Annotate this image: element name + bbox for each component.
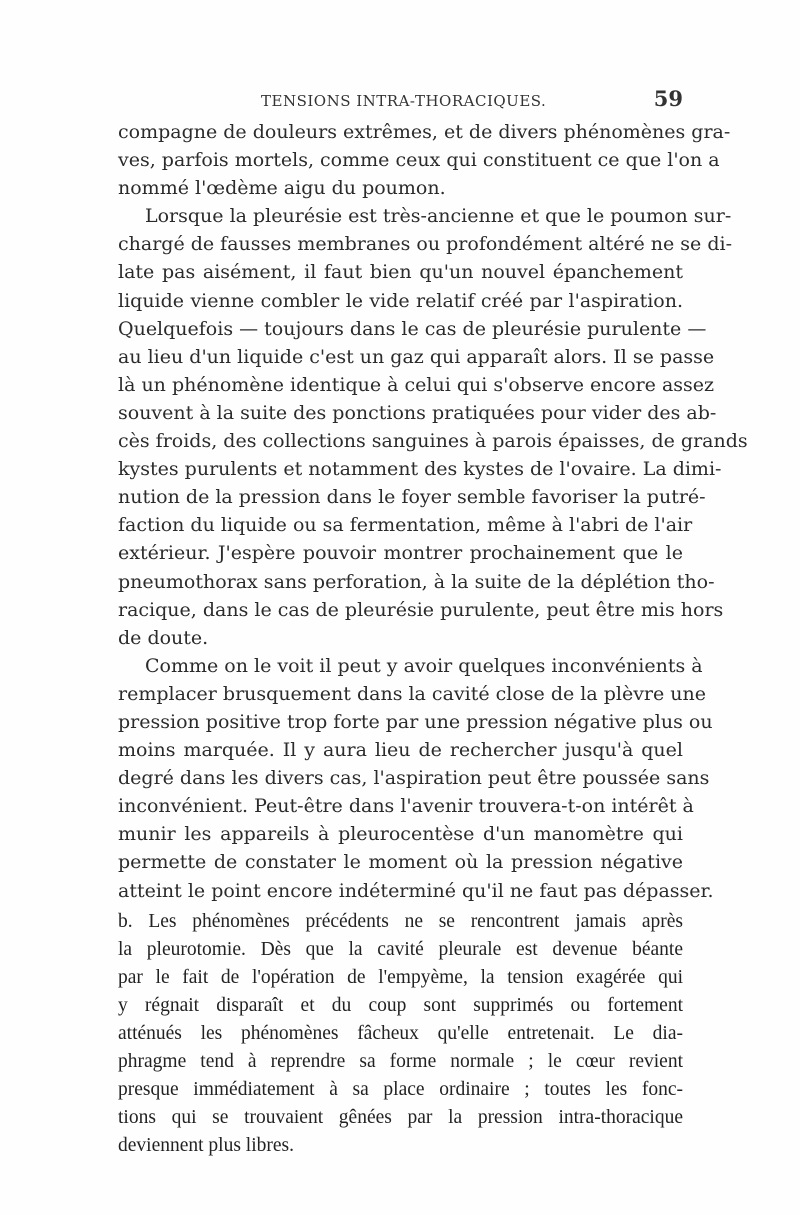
text-line: par le fait de l'opération de l'empyème, la tension exagérée qui	[118, 966, 683, 988]
text-line: faction du liquide ou sa fermentation, même à l'abri de l'air	[118, 514, 693, 537]
text-line: atteint le point encore indéterminé qu'il ne faut pas dépasser.	[118, 879, 714, 902]
paragraph	[118, 652, 714, 905]
text-line: b. Les phénomènes précédents ne se rencontrent jamais après	[118, 910, 683, 932]
text-line: là un phénomène identique à celui qui s'observe encore assez	[118, 373, 715, 396]
text-line: ves, parfois mortels, comme ceux qui constituent ce que l'on a	[118, 149, 720, 172]
text-line: atténués les phénomènes fâcheux qu'elle entretenait. Le dia-	[118, 1023, 683, 1044]
text-line: late pas aisément, il faut bien qu'un nouvel épanchement	[118, 261, 683, 284]
paragraph	[118, 202, 748, 652]
text-line: Lorsque la pleurésie est très-ancienne et que le poumon sur-	[145, 205, 732, 228]
page-number: 59	[653, 86, 683, 111]
text-line: tions qui se trouvaient gênées par la pression intra-thoracique	[118, 1107, 683, 1129]
text-line: permette de constater le moment où la pression négative	[118, 851, 683, 874]
text-line: la pleurotomie. Dès que la cavité pleurale est devenue béante	[118, 938, 683, 960]
text-line: pneumothorax sans perforation, à la suite de la déplétion tho-	[118, 570, 715, 593]
text-line: deviennent plus libres.	[118, 1135, 295, 1157]
text-line: munir les appareils à pleurocentèse d'un manomètre qui	[118, 823, 683, 846]
page-header	[118, 86, 683, 116]
text-line: souvent à la suite des ponctions pratiquées pour vider des ab-	[118, 401, 717, 424]
text-line: moins marquée. Il y aura lieu de rechercher jusqu'à quel	[118, 739, 683, 762]
text-line: remplacer brusquement dans la cavité close de la plèvre une	[118, 682, 707, 705]
text-line: nommé l'œdème aigu du poumon.	[118, 177, 446, 200]
paragraph	[118, 118, 731, 202]
text-line: chargé de fausses membranes ou profondément altéré ne se di-	[118, 233, 732, 256]
text-line: kystes purulents et notamment des kystes de l'ovaire. La dimi-	[118, 458, 722, 481]
text-line: phragme tend à reprendre sa forme normale ; le cœur revient	[118, 1051, 683, 1073]
body-text	[118, 118, 748, 1160]
text-line: presque immédiatement à sa place ordinaire ; toutes les fonc-	[118, 1079, 683, 1101]
text-line: y régnait disparaît et du coup sont supprimés ou fortement	[118, 994, 683, 1016]
text-line: au lieu d'un liquide c'est un gaz qui apparaît alors. Il se passe	[118, 345, 715, 368]
text-line: inconvénient. Peut-être dans l'avenir trouvera-t-on intérêt à	[118, 795, 694, 818]
paragraph	[118, 908, 683, 1161]
text-line: liquide vienne combler le vide relatif créé par l'aspiration.	[118, 289, 683, 312]
text-line: extérieur. J'espère pouvoir montrer prochainement que le	[118, 542, 683, 565]
text-line: racique, dans le cas de pleurésie purulente, peut être mis hors	[118, 598, 724, 621]
text-line: Comme on le voit il peut y avoir quelques inconvénients à	[145, 654, 703, 677]
text-line: compagne de douleurs extrêmes, et de divers phénomènes gra-	[118, 121, 731, 143]
text-line: nution de la pression dans le foyer semble favoriser la putré-	[118, 486, 706, 509]
text-line: cès froids, des collections sanguines à parois épaisses, de grands	[118, 430, 748, 453]
text-line: Quelquefois — toujours dans le cas de pleurésie purulente —	[118, 317, 707, 340]
text-line: pression positive trop forte par une pression négative plus ou	[118, 710, 713, 733]
running-title: TENSIONS INTRA-THORACIQUES.	[261, 92, 547, 110]
text-line: de doute.	[118, 626, 209, 649]
text-line: degré dans les divers cas, l'aspiration peut être poussée sans	[118, 767, 710, 790]
